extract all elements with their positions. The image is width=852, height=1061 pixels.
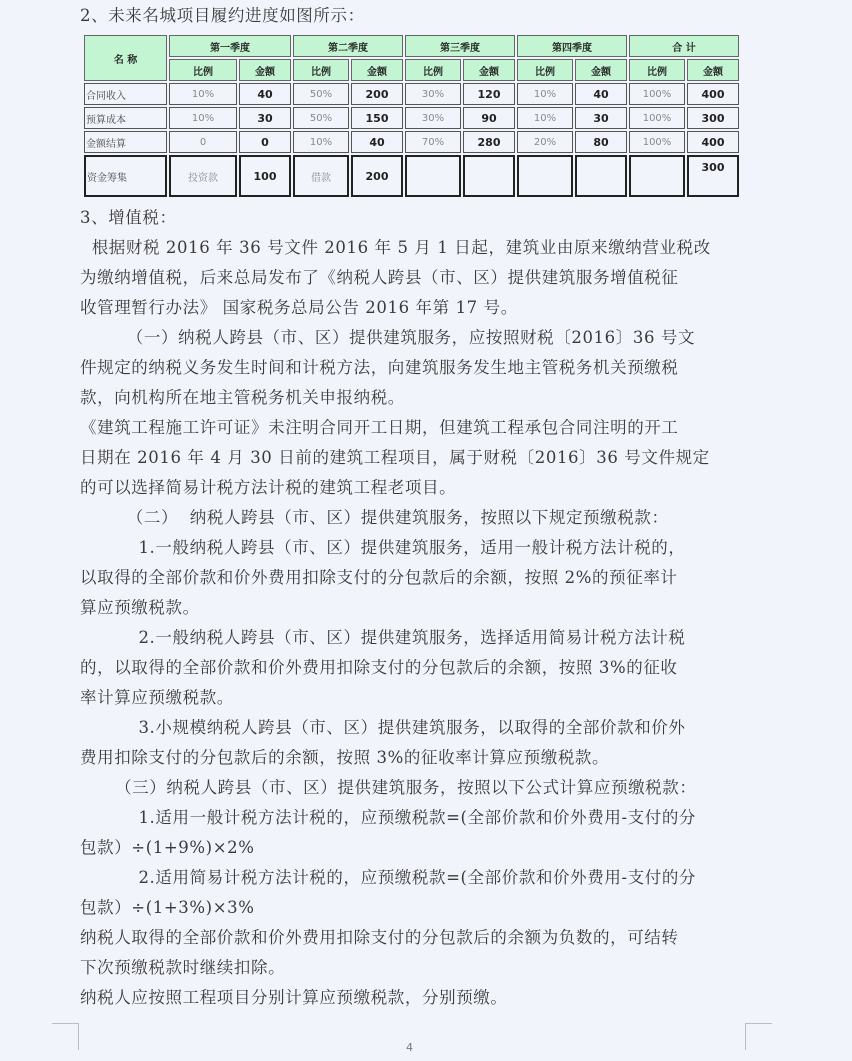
cell-ratio: 30% (405, 107, 461, 129)
table-row (84, 131, 739, 153)
paragraph-line: 件规定的纳税义务发生时间和计税方法，向建筑服务发生地主管税务机关预缴税 (80, 358, 679, 377)
cell-empty (629, 155, 685, 197)
cell-ratio: 100% (629, 131, 685, 153)
section-2-title: 2、未来名城项目履约进度如图所示： (80, 6, 365, 25)
paragraph-line: 收管理暂行办法》 国家税务总局公告 2016 年第 17 号。 (80, 298, 518, 317)
paragraph-line: （三）纳税人跨县（市、区）提供建筑服务，按照以下公式计算应预缴税款： (80, 778, 697, 797)
page-corner-mark-right (745, 1023, 772, 1050)
paragraph-line: 包款）÷(1+3%)×3% (80, 898, 255, 917)
paragraph-line: 算应预缴税款。 (80, 598, 200, 617)
cell-amount: 40 (239, 83, 291, 105)
table-header-name: 名 称 (84, 35, 167, 81)
cell-amount: 40 (575, 83, 627, 105)
row-label: 预算成本 (84, 107, 167, 129)
cell-amount: 40 (351, 131, 403, 153)
paragraph-line: （二） 纳税人跨县（市、区）提供建筑服务，按照以下规定预缴税款： (80, 508, 669, 527)
table-header-q2: 第二季度 (293, 35, 403, 57)
table-row-funding (84, 155, 739, 197)
table-header-total: 合 计 (629, 35, 739, 57)
cell-amount: 150 (351, 107, 403, 129)
cell-amount: 300 (687, 107, 739, 129)
subheader-amount: 金额 (351, 59, 403, 81)
paragraph-line: 《建筑工程施工许可证》未注明合同开工日期，但建筑工程承包合同注明的开工 (80, 418, 679, 437)
cell-ratio: 100% (629, 83, 685, 105)
cell-amount: 30 (575, 107, 627, 129)
paragraph-line: 率计算应预缴税款。 (80, 688, 234, 707)
paragraph-line: 纳税人应按照工程项目分别计算应预缴税款，分别预缴。 (80, 988, 508, 1007)
table-subheader-row (84, 59, 739, 81)
table-header-row (84, 35, 739, 57)
section-3-title: 3、增值税： (80, 208, 177, 227)
cell-amount: 400 (687, 131, 739, 153)
cell-ratio: 10% (169, 107, 237, 129)
paragraph-line: （一）纳税人跨县（市、区）提供建筑服务，应按照财税〔2016〕36 号文 (80, 328, 696, 347)
page-corner-mark-left (52, 1023, 79, 1050)
paragraph-line: 款，向机构所在地主管税务机关申报纳税。 (80, 388, 405, 407)
paragraph-line: 1.一般纳税人跨县（市、区）提供建筑服务，适用一般计税方法计税的， (80, 538, 686, 557)
cell-source: 投资款 (169, 155, 237, 197)
paragraph-line: 日期在 2016 年 4 月 30 日前的建筑工程项目，属于财税〔2016〕36 号文件规定 (80, 448, 710, 467)
cell-ratio: 0 (169, 131, 237, 153)
paragraph-line: 3.小规模纳税人跨县（市、区）提供建筑服务，以取得的全部价款和价外 (80, 718, 686, 737)
cell-ratio: 20% (517, 131, 573, 153)
cell-ratio: 10% (293, 131, 349, 153)
table-header-q4: 第四季度 (517, 35, 627, 57)
cell-amount: 100 (239, 155, 291, 197)
table-header-q1: 第一季度 (169, 35, 291, 57)
row-label: 金额结算 (84, 131, 167, 153)
subheader-amount: 金额 (575, 59, 627, 81)
progress-table (82, 33, 741, 199)
cell-empty (517, 155, 573, 197)
subheader-ratio: 比例 (293, 59, 349, 81)
cell-source: 借款 (293, 155, 349, 197)
row-label: 资金筹集 (84, 155, 167, 197)
table-header-q3: 第三季度 (405, 35, 515, 57)
table-row (84, 107, 739, 129)
paragraph-line: 1.适用一般计税方法计税的，应预缴税款=(全部价款和价外费用-支付的分 (80, 808, 697, 827)
cell-empty (463, 155, 515, 197)
paragraph-line: 的可以选择简易计税方法计税的建筑工程老项目。 (80, 478, 457, 497)
cell-ratio: 70% (405, 131, 461, 153)
cell-amount: 0 (239, 131, 291, 153)
cell-amount: 30 (239, 107, 291, 129)
subheader-amount: 金额 (239, 59, 291, 81)
page-number: 4 (406, 1041, 413, 1054)
cell-ratio: 10% (517, 107, 573, 129)
subheader-ratio: 比例 (629, 59, 685, 81)
row-label: 合同收入 (84, 83, 167, 105)
cell-total-amount: 300 (687, 155, 739, 197)
cell-ratio: 50% (293, 83, 349, 105)
subheader-ratio: 比例 (405, 59, 461, 81)
cell-amount: 90 (463, 107, 515, 129)
paragraph-line: 下次预缴税款时继续扣除。 (80, 958, 286, 977)
table-row (84, 83, 739, 105)
cell-ratio: 10% (169, 83, 237, 105)
cell-amount: 120 (463, 83, 515, 105)
cell-amount: 200 (351, 155, 403, 197)
paragraph-line: 纳税人取得的全部价款和价外费用扣除支付的分包款后的余额为负数的，可结转 (80, 928, 679, 947)
paragraph-line: 2.一般纳税人跨县（市、区）提供建筑服务，选择适用简易计税方法计税 (80, 628, 686, 647)
paragraph-line: 以取得的全部价款和价外费用扣除支付的分包款后的余额，按照 2%的预征率计 (80, 568, 678, 587)
paragraph-line: 包款）÷(1+9%)×2% (80, 838, 255, 857)
cell-empty (575, 155, 627, 197)
cell-amount: 280 (463, 131, 515, 153)
subheader-ratio: 比例 (517, 59, 573, 81)
subheader-ratio: 比例 (169, 59, 237, 81)
cell-ratio: 100% (629, 107, 685, 129)
subheader-amount: 金额 (687, 59, 739, 81)
cell-ratio: 10% (517, 83, 573, 105)
cell-ratio: 50% (293, 107, 349, 129)
cell-ratio: 30% (405, 83, 461, 105)
cell-amount: 200 (351, 83, 403, 105)
paragraph-line: 的，以取得的全部价款和价外费用扣除支付的分包款后的余额，按照 3%的征收 (80, 658, 678, 677)
subheader-amount: 金额 (463, 59, 515, 81)
cell-amount: 80 (575, 131, 627, 153)
paragraph-line: 根据财税 2016 年 36 号文件 2016 年 5 月 1 日起，建筑业由原来缴纳营业税改 (80, 238, 711, 257)
paragraph-line: 为缴纳增值税，后来总局发布了《纳税人跨县（市、区）提供建筑服务增值税征 (80, 268, 679, 287)
cell-empty (405, 155, 461, 197)
paragraph-line: 费用扣除支付的分包款后的余额，按照 3%的征收率计算应预缴税款。 (80, 748, 610, 767)
cell-amount: 400 (687, 83, 739, 105)
paragraph-line: 2.适用简易计税方法计税的，应预缴税款=(全部价款和价外费用-支付的分 (80, 868, 697, 887)
